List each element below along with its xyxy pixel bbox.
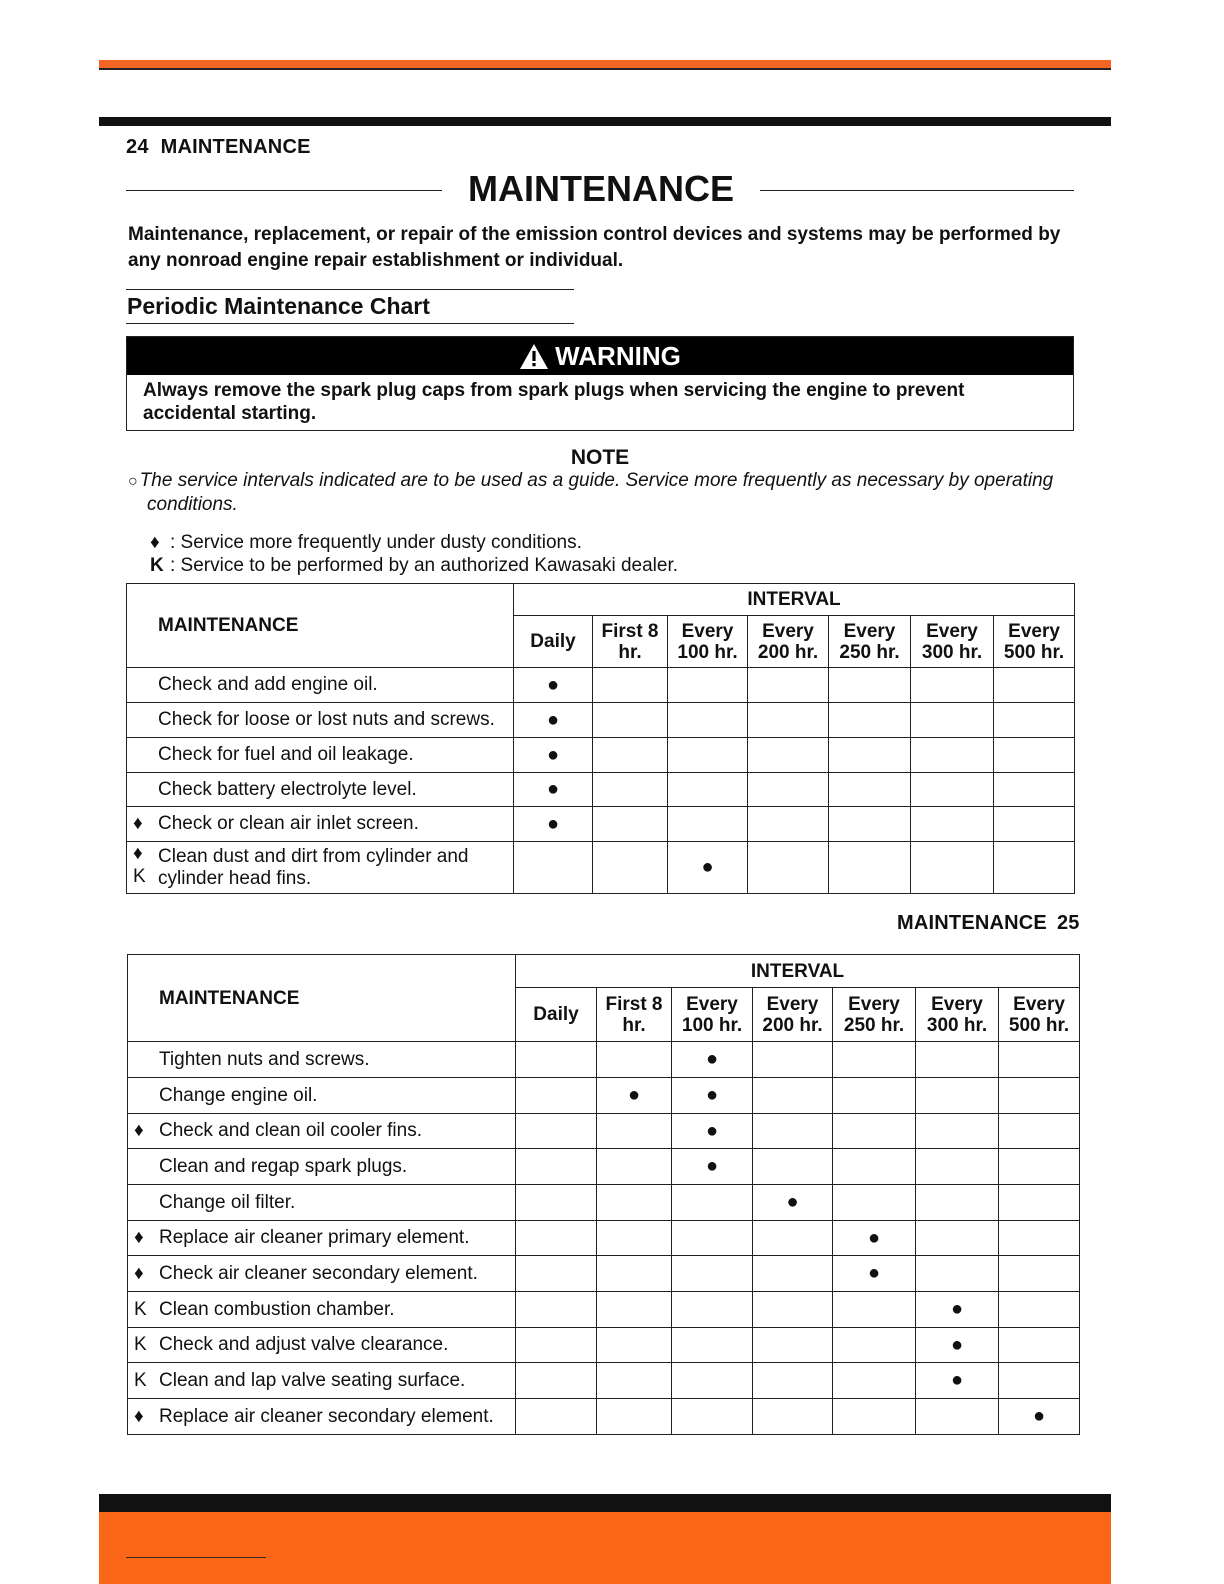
legend-item [150, 554, 678, 577]
interval-cell [516, 1114, 597, 1149]
interval-cell [833, 1185, 916, 1221]
interval-dot-icon: ● [705, 1048, 719, 1070]
interval-dot-icon: ● [705, 1084, 719, 1106]
interval-cell [999, 1114, 1080, 1149]
interval-cell [999, 1078, 1080, 1114]
table-row [128, 1221, 1080, 1256]
interval-header: INTERVAL [514, 584, 1075, 616]
interval-dot-icon: ● [950, 1298, 964, 1320]
interval-cell [672, 1149, 753, 1185]
interval-cell [833, 1363, 916, 1399]
task-cell [127, 807, 514, 842]
interval-cell [593, 773, 668, 807]
table-row [128, 1363, 1080, 1399]
interval-dot-icon: ● [705, 1119, 719, 1142]
interval-dot-icon: ● [701, 856, 714, 878]
top-black-bar [99, 117, 1111, 126]
interval-label-line-2: 500 hr. [1008, 1014, 1070, 1036]
interval-cell [999, 1042, 1080, 1078]
interval-cell [514, 738, 593, 773]
interval-cell [994, 807, 1075, 842]
interval-cell [916, 1149, 999, 1185]
task-text: Change engine oil. [159, 1084, 318, 1106]
maintenance-table-1 [126, 583, 1075, 894]
interval-cell [753, 1114, 833, 1149]
interval-cell [748, 842, 829, 894]
task-text: Replace air cleaner primary element. [159, 1227, 470, 1248]
task-text: Clean combustion chamber. [159, 1298, 395, 1320]
interval-cell [593, 807, 668, 842]
warning-box [126, 336, 1074, 431]
interval-cell [516, 1328, 597, 1363]
table-row [127, 668, 1075, 703]
interval-cell [916, 1256, 999, 1292]
interval-dot-icon: ● [950, 1369, 964, 1391]
interval-label-line-2: hr. [622, 1014, 646, 1036]
interval-cell [672, 1363, 753, 1399]
interval-label-line-1: First 8 [601, 620, 659, 642]
task-cell [127, 773, 514, 807]
task-cell [127, 842, 514, 894]
interval-cell [516, 1149, 597, 1185]
task-text: Check and clean oil cooler fins. [159, 1120, 422, 1141]
warning-header [127, 337, 1073, 375]
interval-cell [593, 668, 668, 703]
interval-cell [994, 773, 1075, 807]
diamond-icon: ♦ [134, 1405, 144, 1427]
interval-cell [748, 807, 829, 842]
interval-cell [911, 668, 994, 703]
task-cell [128, 1042, 516, 1078]
interval-cell [999, 1185, 1080, 1221]
table-row [127, 738, 1075, 773]
interval-cell [753, 1256, 833, 1292]
interval-cell [999, 1363, 1080, 1399]
header-section: MAINTENANCE [897, 912, 1047, 934]
interval-cell [833, 1114, 916, 1149]
bottom-footnote-rule [126, 1557, 266, 1558]
interval-label-line-1: Every [843, 620, 896, 642]
interval-cell [514, 842, 593, 894]
interval-cell [514, 773, 593, 807]
interval-cell [753, 1363, 833, 1399]
diamond-icon: ♦ [134, 1262, 144, 1284]
legend-text: : Service more frequently under dusty conditions. [170, 532, 582, 553]
title-rule-left [126, 190, 442, 191]
interval-cell [748, 773, 829, 807]
interval-cell [597, 1292, 672, 1328]
interval-label-line-2: 250 hr. [843, 1014, 905, 1036]
task-text: Clean dust and dirt from cylinder and [158, 845, 469, 867]
interval-cell [916, 1078, 999, 1114]
interval-cell [516, 1042, 597, 1078]
interval-cell [514, 668, 593, 703]
interval-cell [597, 1149, 672, 1185]
interval-cell [753, 1292, 833, 1328]
task-text: Check air cleaner secondary element. [159, 1262, 478, 1284]
interval-cell [672, 1221, 753, 1256]
interval-label-line-2: 200 hr. [762, 1014, 823, 1036]
interval-label-line-2: 300 hr. [921, 641, 983, 663]
interval-label-line-2: 100 hr. [677, 641, 738, 663]
note-text [128, 469, 1088, 516]
interval-cell [994, 738, 1075, 773]
interval-cell [833, 1399, 916, 1435]
interval-cell [672, 1399, 753, 1435]
interval-label-line-1: Every [762, 620, 814, 642]
interval-cell [999, 1149, 1080, 1185]
interval-cell [597, 1328, 672, 1363]
interval-cell [999, 1399, 1080, 1435]
interval-cell [829, 668, 911, 703]
interval-cell [833, 1042, 916, 1078]
intro-paragraph: Maintenance, replacement, or repair of the emission control devices and systems may be performed by any nonroad engine repair establishment or individual. [128, 224, 1061, 271]
top-divider-line [99, 68, 1111, 70]
interval-cell [833, 1078, 916, 1114]
interval-cell [514, 703, 593, 738]
table-row [128, 1114, 1080, 1149]
legend-item [150, 531, 678, 554]
interval-cell [668, 738, 748, 773]
task-cell [127, 668, 514, 703]
task-text: Check and adjust valve clearance. [159, 1334, 449, 1355]
interval-cell [593, 842, 668, 894]
maintenance-column-header: MAINTENANCE [128, 955, 516, 1042]
interval-label-line-1: Daily [533, 1004, 579, 1025]
bottom-black-bar [99, 1494, 1111, 1512]
interval-cell [994, 703, 1075, 738]
interval-cell [748, 738, 829, 773]
interval-cell [916, 1221, 999, 1256]
interval-cell [668, 807, 748, 842]
page-header-25 [897, 912, 1080, 935]
interval-cell [672, 1292, 753, 1328]
dealer-flag-k: K [134, 1334, 147, 1355]
interval-dot-icon: ● [546, 708, 560, 731]
table-row [128, 1328, 1080, 1363]
interval-cell [597, 1256, 672, 1292]
interval-cell [994, 842, 1075, 894]
interval-cell [516, 1078, 597, 1114]
diamond-icon: ♦ [134, 1120, 144, 1141]
section-rule-top [126, 289, 574, 290]
title-rule-right [760, 190, 1074, 191]
interval-label-line-1: Every [681, 620, 734, 642]
interval-label-line-2: 250 hr. [839, 641, 900, 663]
legend [150, 531, 678, 577]
table-row [127, 842, 1075, 894]
interval-cell [597, 1078, 672, 1114]
warning-title: WARNING [555, 340, 681, 371]
dealer-flag-k: K [133, 866, 146, 887]
interval-cell [597, 1399, 672, 1435]
table-row [128, 1185, 1080, 1221]
interval-column-header [753, 988, 833, 1042]
note-line-1: The service intervals indicated are to be used as a guide. Service more frequently as necessary by operating [139, 470, 1054, 491]
task-cell [128, 1185, 516, 1221]
interval-label-line-2: hr. [618, 641, 642, 663]
interval-cell [994, 668, 1075, 703]
interval-dot-icon: ● [546, 812, 560, 835]
task-text: Change oil filter. [159, 1191, 296, 1213]
interval-cell [514, 807, 593, 842]
interval-header: INTERVAL [516, 955, 1080, 988]
task-text: Check and add engine oil. [158, 674, 378, 695]
interval-cell [753, 1399, 833, 1435]
interval-cell [833, 1292, 916, 1328]
warning-text: Always remove the spark plug caps from spark plugs when servicing the engine to prevent accidental starting. [143, 380, 965, 424]
interval-cell [748, 703, 829, 738]
interval-cell [999, 1221, 1080, 1256]
interval-cell [829, 703, 911, 738]
interval-dot-icon: ● [867, 1226, 881, 1249]
interval-cell [516, 1221, 597, 1256]
interval-cell [916, 1363, 999, 1399]
table-row [128, 1078, 1080, 1114]
interval-cell [833, 1149, 916, 1185]
interval-cell [999, 1328, 1080, 1363]
interval-dot-icon: ● [867, 1262, 881, 1284]
interval-cell [829, 773, 911, 807]
section-rule-bottom [126, 323, 574, 324]
interval-column-header [833, 988, 916, 1042]
interval-cell [911, 842, 994, 894]
interval-cell [911, 807, 994, 842]
task-text: Check for fuel and oil leakage. [158, 744, 414, 765]
task-cell [128, 1256, 516, 1292]
interval-cell [916, 1114, 999, 1149]
table-row [128, 1149, 1080, 1185]
interval-cell [916, 1185, 999, 1221]
table-row [128, 1399, 1080, 1435]
interval-column-header [593, 616, 668, 668]
interval-cell [999, 1256, 1080, 1292]
note-line-2: conditions. [147, 494, 238, 515]
legend-symbol-k: K [150, 555, 164, 576]
interval-cell [597, 1221, 672, 1256]
interval-cell [999, 1292, 1080, 1328]
interval-column-header [911, 616, 994, 668]
table-row [128, 1256, 1080, 1292]
interval-dot-icon: ● [546, 778, 560, 800]
table-row [128, 1292, 1080, 1328]
interval-cell [672, 1114, 753, 1149]
task-text: Clean and lap valve seating surface. [159, 1369, 466, 1391]
interval-cell [753, 1042, 833, 1078]
warning-triangle-icon [519, 343, 549, 370]
top-orange-bar [99, 60, 1111, 68]
interval-dot-icon: ● [546, 673, 560, 696]
interval-column-header [516, 988, 597, 1042]
page-number: 25 [1056, 912, 1080, 934]
page-title: MAINTENANCE [468, 168, 734, 209]
section-title: Periodic Maintenance Chart [127, 293, 430, 319]
interval-cell [668, 703, 748, 738]
task-text: Replace air cleaner secondary element. [159, 1405, 494, 1427]
interval-cell [668, 842, 748, 894]
task-cell [128, 1292, 516, 1328]
diamond-icon: ♦ [133, 843, 143, 864]
interval-cell [916, 1042, 999, 1078]
interval-cell [829, 738, 911, 773]
task-text: Clean and regap spark plugs. [159, 1155, 408, 1177]
note-title: NOTE [570, 446, 630, 469]
interval-label-line-2: 200 hr. [757, 641, 819, 663]
task-cell [128, 1114, 516, 1149]
interval-cell [911, 738, 994, 773]
interval-cell [516, 1185, 597, 1221]
interval-dot-icon: ● [786, 1191, 799, 1213]
task-cell [128, 1363, 516, 1399]
interval-column-header [829, 616, 911, 668]
interval-cell [911, 773, 994, 807]
interval-dot-icon: ● [705, 1155, 719, 1177]
interval-label-line-1: First 8 [605, 993, 663, 1015]
interval-cell [593, 703, 668, 738]
interval-cell [597, 1114, 672, 1149]
interval-dot-icon: ● [627, 1084, 641, 1106]
interval-cell [668, 773, 748, 807]
task-text: Check for loose or lost nuts and screws. [158, 709, 495, 730]
interval-cell [833, 1328, 916, 1363]
dealer-flag-k: K [134, 1369, 147, 1391]
interval-cell [753, 1078, 833, 1114]
interval-cell [672, 1256, 753, 1292]
interval-cell [597, 1042, 672, 1078]
interval-label-line-1: Every [848, 993, 900, 1015]
interval-label-line-1: Every [926, 620, 978, 642]
interval-column-header [748, 616, 829, 668]
interval-cell [516, 1399, 597, 1435]
task-cell [128, 1328, 516, 1363]
interval-label-line-1: Daily [530, 631, 576, 652]
task-cell [128, 1399, 516, 1435]
interval-cell [753, 1328, 833, 1363]
task-cell [127, 738, 514, 773]
interval-cell [672, 1078, 753, 1114]
maintenance-table-2 [127, 954, 1080, 1435]
interval-cell [916, 1328, 999, 1363]
table-row [127, 703, 1075, 738]
interval-column-header [514, 616, 593, 668]
interval-cell [597, 1185, 672, 1221]
interval-cell [753, 1149, 833, 1185]
interval-cell [833, 1221, 916, 1256]
interval-cell [672, 1185, 753, 1221]
interval-label-line-1: Every [1008, 620, 1060, 642]
page-number: 24 [126, 136, 149, 158]
table-row [127, 807, 1075, 842]
interval-label-line-1: Every [766, 993, 819, 1015]
legend-text: : Service to be performed by an authorized Kawasaki dealer. [170, 555, 679, 576]
interval-cell [672, 1042, 753, 1078]
diamond-icon: ♦ [134, 1227, 144, 1248]
task-text: Tighten nuts and screws. [159, 1048, 370, 1070]
interval-cell [829, 842, 911, 894]
interval-cell [593, 738, 668, 773]
interval-label-line-1: Every [1013, 993, 1065, 1015]
page-header [126, 136, 311, 159]
interval-cell [516, 1292, 597, 1328]
task-cell [128, 1221, 516, 1256]
interval-cell [516, 1256, 597, 1292]
task-cell [128, 1149, 516, 1185]
table-row [128, 1042, 1080, 1078]
bottom-orange-band [99, 1512, 1111, 1584]
interval-dot-icon: ● [546, 743, 560, 766]
interval-label-line-1: Every [686, 993, 738, 1015]
interval-label-line-2: 100 hr. [681, 1014, 743, 1036]
interval-cell [516, 1363, 597, 1399]
diamond-icon: ♦ [133, 813, 143, 834]
interval-cell [748, 668, 829, 703]
interval-cell [916, 1292, 999, 1328]
interval-cell [597, 1363, 672, 1399]
header-section: MAINTENANCE [160, 136, 311, 158]
interval-cell [672, 1328, 753, 1363]
interval-cell [668, 668, 748, 703]
interval-cell [911, 703, 994, 738]
interval-column-header [668, 616, 748, 668]
table-row [127, 773, 1075, 807]
interval-column-header [916, 988, 999, 1042]
task-cell [127, 703, 514, 738]
interval-cell [829, 807, 911, 842]
interval-cell [753, 1221, 833, 1256]
interval-cell [916, 1399, 999, 1435]
interval-column-header [597, 988, 672, 1042]
interval-cell [753, 1185, 833, 1221]
interval-column-header [672, 988, 753, 1042]
dealer-flag-k: K [134, 1298, 147, 1320]
interval-cell [833, 1256, 916, 1292]
maintenance-column-header: MAINTENANCE [127, 584, 514, 668]
interval-label-line-2: 500 hr. [1003, 641, 1065, 663]
task-text: Check battery electrolyte level. [158, 778, 417, 800]
interval-label-line-2: 300 hr. [926, 1014, 988, 1036]
interval-dot-icon: ● [1032, 1405, 1046, 1427]
interval-label-line-1: Every [931, 993, 983, 1015]
task-text: Check or clean air inlet screen. [158, 813, 419, 834]
interval-column-header [994, 616, 1075, 668]
diamond-icon: ♦ [150, 532, 160, 553]
note-bullet: ○ [128, 473, 138, 490]
interval-dot-icon: ● [950, 1333, 964, 1356]
task-cell [128, 1078, 516, 1114]
interval-column-header [999, 988, 1080, 1042]
task-text: cylinder head fins. [158, 867, 312, 889]
